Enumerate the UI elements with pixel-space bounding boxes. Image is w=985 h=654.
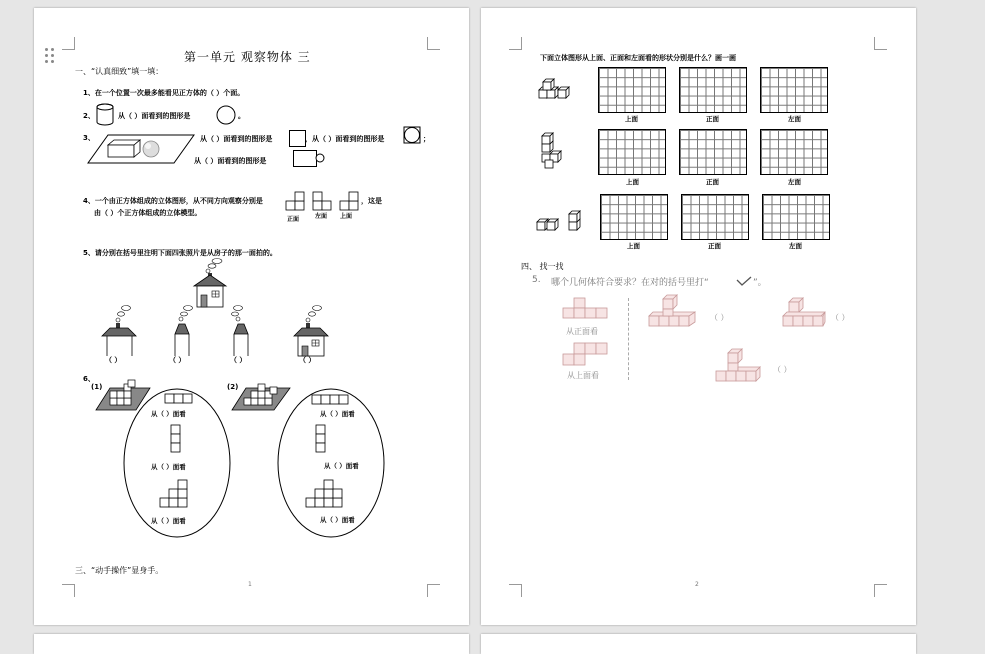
drag-handle-icon[interactable] — [45, 48, 55, 64]
question-5-blank-2[interactable]: （ ） — [169, 356, 186, 364]
question-2-period: 。 — [238, 112, 245, 120]
front-view-label: 从正面看 — [566, 327, 598, 336]
margin-corner-bottom-left — [509, 584, 522, 597]
cube-stack-1-figure — [537, 76, 573, 104]
front-view-figure — [285, 190, 307, 212]
option-a-solid-figure — [647, 294, 705, 330]
question-4-line-2: 由（ ）个正方体组成的立体模型。 — [94, 209, 202, 217]
grid-label-row1-left: 左面 — [788, 115, 801, 123]
margin-corner-bottom-left — [62, 584, 75, 597]
drawing-grid-row2-top[interactable] — [598, 129, 666, 175]
question-3-text-c: 从（ ）面看到的图形是 — [194, 157, 267, 165]
option-b-solid-figure — [781, 294, 831, 330]
cuboid-and-sphere-figure — [86, 133, 196, 165]
document-page-3 — [34, 634, 469, 654]
grid-label-row2-top: 上面 — [626, 178, 639, 186]
question-5: 5、请分别在括号里注明下面四张照片是从房子的那一面拍的。 — [83, 249, 277, 257]
question-2-text: 从（ ）面看到的图形是 — [118, 112, 191, 120]
question-6-number: 6、 — [83, 375, 95, 383]
cylinder-figure — [95, 103, 115, 127]
drawing-grid-row1-front[interactable] — [679, 67, 747, 113]
question-4-label-top: 上面 — [340, 213, 353, 220]
option-a-answer-blank[interactable]: （ ） — [710, 313, 729, 322]
document-page-4 — [481, 634, 916, 654]
drawing-grid-row3-front[interactable] — [681, 194, 749, 240]
document-page-2 — [481, 8, 916, 625]
section-1-heading: 一、“认真细致”填一填： — [75, 67, 164, 76]
page-number-1: 1 — [248, 581, 252, 588]
drawing-grid-row3-left[interactable] — [762, 194, 830, 240]
check-mark-icon — [735, 275, 753, 287]
house-side-view-3-figure — [230, 304, 254, 356]
grid-label-row1-top: 上面 — [625, 115, 638, 123]
front-view-shape-figure — [560, 296, 612, 322]
question-5-blank-1[interactable]: （ ） — [105, 356, 122, 364]
house-side-view-2-figure — [171, 304, 195, 356]
grid-label-row2-front: 正面 — [706, 178, 719, 186]
left-view-figure — [312, 190, 334, 212]
question-4-label-left: 左面 — [315, 213, 328, 220]
cube-stack-3-figure — [535, 208, 585, 236]
question-4-line-1-end: ，这是 — [361, 197, 382, 205]
section-divider — [628, 298, 629, 380]
circle-in-square-figure — [403, 126, 421, 144]
house-side-view-1-figure — [98, 304, 138, 356]
oval-1-label-1: 从（ ）面看 — [151, 410, 186, 418]
option-b-answer-blank[interactable]: （ ） — [831, 313, 850, 322]
question-1: 1、在一个位置一次最多能看见正方体的（ ）个面。 — [83, 89, 245, 97]
oval-2-label-2: 从（ ）面看 — [324, 462, 359, 470]
question-4-label-front: 正面 — [287, 216, 300, 223]
house-top-view-figure — [192, 258, 228, 310]
question-5-text: 哪个几何体符合要求？在对的括号里打“ — [551, 278, 709, 288]
margin-corner-top-right — [874, 37, 887, 50]
oval-2-label-1: 从（ ）面看 — [320, 410, 355, 418]
grid-label-row2-left: 左面 — [788, 178, 801, 186]
top-view-shape-figure — [560, 341, 612, 369]
top-view-figure — [339, 190, 361, 212]
grid-label-row3-front: 正面 — [708, 242, 721, 250]
drawing-grid-row1-top[interactable] — [598, 67, 666, 113]
margin-corner-top-right — [427, 37, 440, 50]
document-page-1 — [34, 8, 469, 625]
question-5-blank-4[interactable]: （ ） — [299, 356, 316, 364]
option-c-answer-blank[interactable]: （ ） — [773, 365, 792, 374]
question-3-number: 3、 — [83, 134, 95, 142]
question-4-line-1: 4、一个由正方体组成的立体图形，从不同方向观察分别是 — [83, 197, 263, 205]
margin-corner-bottom-right — [874, 584, 887, 597]
section-3-heading: 三、“动手操作”显身手。 — [75, 566, 164, 575]
question-6-sub-1: (1) — [91, 383, 103, 391]
question-3-text-b: ，从（ ）面看到的图形是 — [305, 135, 385, 143]
section-4-heading: 四、 找一找 — [521, 262, 564, 271]
margin-corner-bottom-right — [427, 584, 440, 597]
house-side-view-4-figure — [292, 304, 332, 358]
grid-label-row1-front: 正面 — [706, 115, 719, 123]
question-3-text-a: 从（ ）面看到的图形是 — [200, 135, 273, 143]
top-view-label: 从上面看 — [567, 371, 599, 380]
oval-1-label-3: 从（ ）面看 — [151, 517, 186, 525]
grid-label-row3-left: 左面 — [789, 242, 802, 250]
small-circle-figure — [315, 153, 325, 163]
question-3-semicolon: ； — [423, 135, 430, 143]
page-title: 第一单元 观察物体 三 — [184, 50, 311, 64]
drawing-grid-row3-top[interactable] — [600, 194, 668, 240]
question-2-number: 2、 — [83, 112, 95, 120]
square-view-figure — [289, 130, 306, 147]
drawing-grid-row2-left[interactable] — [760, 129, 828, 175]
oval-2-label-3: 从（ ）面看 — [320, 516, 355, 524]
drawing-grid-row1-left[interactable] — [760, 67, 828, 113]
grid-label-row3-top: 上面 — [627, 242, 640, 250]
rectangle-view-figure — [293, 150, 317, 167]
margin-corner-top-left — [509, 37, 522, 50]
question-6-sub-2: (2) — [227, 383, 239, 391]
margin-corner-top-left — [62, 37, 75, 50]
option-c-solid-figure — [714, 348, 768, 384]
drawing-instruction: 下面立体图形从上面、正面和左面看的形状分别是什么？画一画 — [540, 54, 736, 62]
oval-1-label-2: 从（ ）面看 — [151, 463, 186, 471]
question-5-number: 5. — [532, 275, 541, 285]
drawing-grid-row2-front[interactable] — [679, 129, 747, 175]
circle-view-figure — [216, 105, 236, 125]
page-number-2: 2 — [695, 581, 699, 588]
question-5-blank-3[interactable]: （ ） — [230, 356, 247, 364]
cube-stack-2-figure — [539, 132, 567, 172]
question-5-end: ”。 — [753, 278, 767, 288]
